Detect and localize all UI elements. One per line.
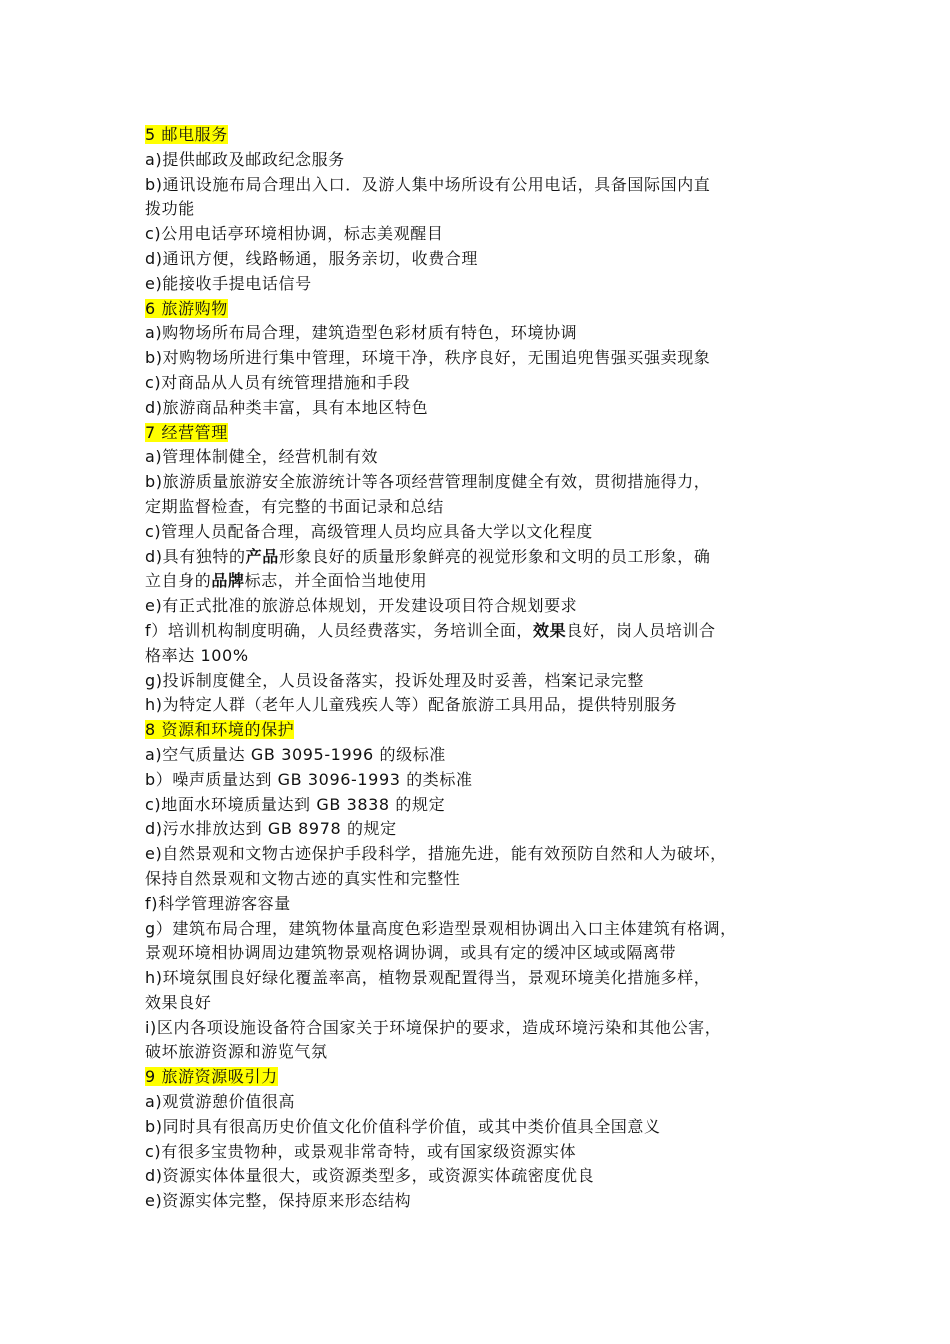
text-line (145, 619, 825, 644)
text-line: d)旅游商品种类丰富，具有本地区特色 (145, 397, 429, 417)
text-line (145, 545, 825, 570)
text-line: b)对购物场所进行集中管理，环境干净，秩序良好，无围追兜售强买强卖现象 (145, 348, 711, 368)
text-line: d)污水排放达到 GB 8978 的规定 (145, 819, 397, 839)
text-line: a)购物场所布局合理，建筑造型色彩材质有特色，环境协调 (145, 323, 578, 343)
text-line: e)有正式批准的旅游总体规划，开发建设项目符合规划要求 (145, 596, 578, 616)
text-run: d)具有独特的 (145, 546, 246, 566)
text-line: i)区内各项设施设备符合国家关于环境保护的要求，造成环境污染和其他公害， (145, 1017, 722, 1037)
text-line: e)能接收手提电话信号 (145, 273, 312, 293)
text-line: b)同时具有很高历史价值文化价值科学价值，或其中类价值具全国意义 (145, 1116, 661, 1136)
text-line: d)通讯方便，线路畅通，服务亲切，收费合理 (145, 248, 478, 268)
text-line: d)资源实体体量很大，或资源类型多，或资源实体疏密度优良 (145, 1166, 595, 1186)
text-line: h)环境氛围良好绿化覆盖率高，植物景观配置得当，景观环境美化措施多样， (145, 968, 711, 988)
text-line: a)观赏游憩价值很高 (145, 1092, 296, 1112)
text-line: 保持自然景观和文物古迹的真实性和完整性 (145, 868, 461, 888)
text-line: c)对商品从人员有统管理措施和手段 (145, 372, 411, 392)
text-line: b）噪声质量达到 GB 3096-1993 的类标准 (145, 769, 473, 789)
bold-term: 产品 (245, 546, 279, 566)
text-line: g）建筑布局合理，建筑物体量高度色彩造型景观相协调出入口主体建筑有格调， (145, 918, 737, 938)
text-line: c)管理人员配备合理，高级管理人员均应具备大学以文化程度 (145, 521, 593, 541)
text-line: b)旅游质量旅游安全旅游统计等各项经营管理制度健全有效，贯彻措施得力， (145, 472, 711, 492)
text-run: 形象良好的质量形象鲜亮的视觉形象和文明的员工形象，确 (278, 546, 711, 566)
text-line: c)有很多宝贵物种，或景观非常奇特，或有国家级资源实体 (145, 1141, 577, 1161)
text-run: 良好，岗人员培训合 (566, 620, 716, 640)
bold-term: 品牌 (211, 571, 245, 591)
text-run: f）培训机构制度明确，人员经费落实，务培训全面， (145, 620, 534, 640)
text-line: a)提供邮政及邮政纪念服务 (145, 149, 345, 169)
text-line: 定期监督检查，有完整的书面记录和总结 (145, 496, 444, 516)
text-line: 效果良好 (145, 992, 212, 1012)
section-heading-8: 8 资源和环境的保护 (145, 720, 295, 740)
text-line: g)投诉制度健全，人员设备落实，投诉处理及时妥善，档案记录完整 (145, 670, 644, 690)
text-line: f)科学管理游客容量 (145, 893, 291, 913)
text-line: c)地面水环境质量达到 GB 3838 的规定 (145, 794, 446, 814)
text-run: 立自身的 (145, 571, 212, 591)
text-line: 拨功能 (145, 199, 195, 219)
document-page (145, 123, 825, 1214)
text-line: b)通讯设施布局合理出入口．及游人集中场所设有公用电话，具备国际国内直 (145, 174, 711, 194)
text-line: a)管理体制健全，经营机制有效 (145, 447, 379, 467)
section-heading-6: 6 旅游购物 (145, 298, 228, 318)
section-heading-7: 7 经营管理 (145, 422, 228, 442)
text-line: e)自然景观和文物古迹保护手段科学，措施先进，能有效预防自然和人为破坏， (145, 844, 727, 864)
text-line: e)资源实体完整，保持原来形态结构 (145, 1191, 412, 1211)
bold-term: 效果 (533, 620, 567, 640)
section-heading-5: 5 邮电服务 (145, 125, 228, 144)
text-line: 破坏旅游资源和游览气氛 (145, 1042, 328, 1062)
text-line: a)空气质量达 GB 3095-1996 的级标准 (145, 744, 446, 764)
text-line: c)公用电话亭环境相协调，标志美观醒目 (145, 224, 444, 244)
section-heading-9: 9 旅游资源吸引力 (145, 1067, 278, 1087)
text-line (145, 569, 825, 594)
text-line: 格率达 100% (145, 645, 249, 665)
text-line: h)为特定人群（老年人儿童残疾人等）配备旅游工具用品，提供特别服务 (145, 695, 678, 715)
text-run: 标志，并全面恰当地使用 (244, 571, 428, 591)
text-line: 景观环境相协调周边建筑物景观格调协调，或具有定的缓冲区域或隔离带 (145, 943, 677, 963)
